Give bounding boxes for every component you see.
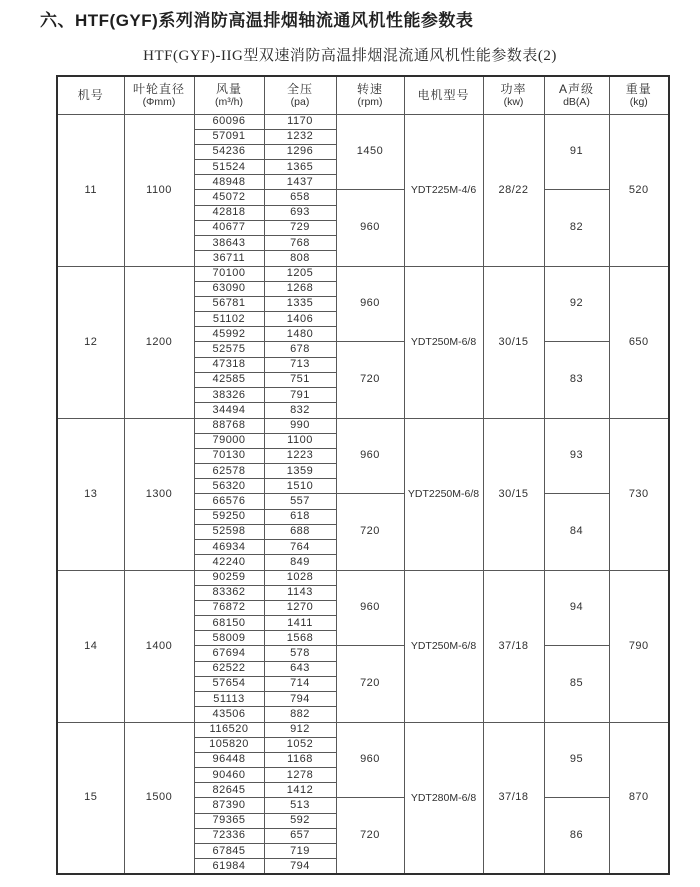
total-pressure-value: 513 [264,798,336,813]
air-volume-value: 83362 [194,585,264,600]
col-header-speed: 转速 (rpm) [336,76,404,114]
block-model-15 [57,722,669,874]
total-pressure-value: 751 [264,372,336,387]
total-pressure-value: 1568 [264,631,336,646]
air-volume-value: 105820 [194,737,264,752]
table-row [57,266,669,281]
table-subtitle: HTF(GYF)-IIG型双速消防高温排烟混流通风机性能参数表(2) [143,48,557,64]
total-pressure-value: 643 [264,661,336,676]
air-volume-value: 36711 [194,251,264,266]
air-volume-value: 54236 [194,144,264,159]
air-volume-value: 46934 [194,540,264,555]
noise-level-high: 92 [544,266,609,342]
impeller-diameter: 1200 [124,266,194,418]
total-pressure-value: 1480 [264,327,336,342]
air-volume-value: 70100 [194,266,264,281]
air-volume-value: 56320 [194,479,264,494]
air-volume-value: 47318 [194,357,264,372]
air-volume-value: 60096 [194,114,264,129]
air-volume-value: 57654 [194,676,264,691]
total-pressure-value: 729 [264,220,336,235]
noise-level-high: 93 [544,418,609,494]
total-pressure-value: 592 [264,813,336,828]
total-pressure-value: 912 [264,722,336,737]
air-volume-value: 66576 [194,494,264,509]
impeller-diameter: 1100 [124,114,194,266]
impeller-diameter: 1300 [124,418,194,570]
speed-low: 720 [336,342,404,418]
col-header-model-no: 机号 [57,76,124,114]
speed-high: 960 [336,722,404,798]
weight-value: 790 [609,570,669,722]
air-volume-value: 38643 [194,236,264,251]
total-pressure-value: 1168 [264,752,336,767]
noise-level-low: 84 [544,494,609,570]
power-value: 30/15 [483,418,544,570]
air-volume-value: 62578 [194,464,264,479]
total-pressure-value: 1270 [264,600,336,615]
air-volume-value: 82645 [194,783,264,798]
total-pressure-value: 578 [264,646,336,661]
power-value: 28/22 [483,114,544,266]
total-pressure-value: 688 [264,524,336,539]
air-volume-value: 40677 [194,220,264,235]
total-pressure-value: 657 [264,828,336,843]
table-row [57,722,669,737]
header-row [57,76,669,114]
page-title: 六、HTF(GYF)系列消防高温排烟轴流通风机性能参数表 [40,11,474,30]
block-model-14 [57,570,669,722]
air-volume-value: 43506 [194,707,264,722]
total-pressure-value: 1335 [264,296,336,311]
total-pressure-value: 990 [264,418,336,433]
total-pressure-value: 1365 [264,160,336,175]
air-volume-value: 56781 [194,296,264,311]
air-volume-value: 57091 [194,129,264,144]
motor-model: YDT280M-6/8 [404,722,483,874]
air-volume-value: 96448 [194,752,264,767]
noise-level-high: 95 [544,722,609,798]
air-volume-value: 67845 [194,844,264,859]
air-volume-value: 61984 [194,859,264,874]
noise-level-low: 86 [544,798,609,874]
total-pressure-value: 678 [264,342,336,357]
air-volume-value: 52575 [194,342,264,357]
col-header-weight: 重量 (kg) [609,76,669,114]
noise-level-low: 83 [544,342,609,418]
speed-high: 960 [336,418,404,494]
air-volume-value: 42585 [194,372,264,387]
total-pressure-value: 693 [264,205,336,220]
total-pressure-value: 1411 [264,616,336,631]
weight-value: 870 [609,722,669,874]
air-volume-value: 90460 [194,768,264,783]
speed-high: 960 [336,266,404,342]
block-model-13 [57,418,669,570]
power-value: 30/15 [483,266,544,418]
air-volume-value: 42240 [194,555,264,570]
table-row [57,114,669,129]
total-pressure-value: 764 [264,540,336,555]
air-volume-value: 58009 [194,631,264,646]
model-no: 14 [57,570,124,722]
air-volume-value: 45072 [194,190,264,205]
total-pressure-value: 794 [264,692,336,707]
noise-level-low: 85 [544,646,609,722]
total-pressure-value: 1205 [264,266,336,281]
air-volume-value: 67694 [194,646,264,661]
total-pressure-value: 832 [264,403,336,418]
block-model-12 [57,266,669,418]
total-pressure-value: 1223 [264,448,336,463]
air-volume-value: 68150 [194,616,264,631]
table-row [57,570,669,585]
motor-model: YDT250M-6/8 [404,266,483,418]
air-volume-value: 51102 [194,312,264,327]
total-pressure-value: 719 [264,844,336,859]
air-volume-value: 79365 [194,813,264,828]
total-pressure-value: 791 [264,388,336,403]
power-value: 37/18 [483,722,544,874]
total-pressure-value: 1406 [264,312,336,327]
air-volume-value: 116520 [194,722,264,737]
air-volume-value: 59250 [194,509,264,524]
model-no: 15 [57,722,124,874]
speed-high: 1450 [336,114,404,190]
weight-value: 520 [609,114,669,266]
air-volume-value: 76872 [194,600,264,615]
air-volume-value: 52598 [194,524,264,539]
total-pressure-value: 1100 [264,433,336,448]
power-value: 37/18 [483,570,544,722]
total-pressure-value: 1143 [264,585,336,600]
total-pressure-value: 1028 [264,570,336,585]
speed-low: 960 [336,190,404,266]
air-volume-value: 45992 [194,327,264,342]
total-pressure-value: 849 [264,555,336,570]
total-pressure-value: 1052 [264,737,336,752]
speed-high: 960 [336,570,404,646]
air-volume-value: 87390 [194,798,264,813]
total-pressure-value: 714 [264,676,336,691]
model-no: 12 [57,266,124,418]
total-pressure-value: 1412 [264,783,336,798]
air-volume-value: 51113 [194,692,264,707]
total-pressure-value: 1296 [264,144,336,159]
air-volume-value: 79000 [194,433,264,448]
col-header-noise-level: A声级 dB(A) [544,76,609,114]
col-header-impeller-diameter: 叶轮直径 (Φmm) [124,76,194,114]
air-volume-value: 48948 [194,175,264,190]
block-model-11 [57,114,669,266]
noise-level-high: 94 [544,570,609,646]
total-pressure-value: 1170 [264,114,336,129]
air-volume-value: 88768 [194,418,264,433]
total-pressure-value: 1232 [264,129,336,144]
total-pressure-value: 618 [264,509,336,524]
air-volume-value: 90259 [194,570,264,585]
motor-model: YDT250M-6/8 [404,570,483,722]
impeller-diameter: 1500 [124,722,194,874]
speed-low: 720 [336,798,404,874]
total-pressure-value: 658 [264,190,336,205]
total-pressure-value: 1278 [264,768,336,783]
total-pressure-value: 557 [264,494,336,509]
total-pressure-value: 1268 [264,281,336,296]
weight-value: 650 [609,266,669,418]
col-header-power: 功率 (kw) [483,76,544,114]
col-header-motor-model: 电机型号 [404,76,483,114]
total-pressure-value: 794 [264,859,336,874]
weight-value: 730 [609,418,669,570]
air-volume-value: 63090 [194,281,264,296]
noise-level-high: 91 [544,114,609,190]
air-volume-value: 72336 [194,828,264,843]
col-header-air-volume: 风量 (m³/h) [194,76,264,114]
total-pressure-value: 713 [264,357,336,372]
model-no: 13 [57,418,124,570]
total-pressure-value: 768 [264,236,336,251]
impeller-diameter: 1400 [124,570,194,722]
speed-low: 720 [336,494,404,570]
air-volume-value: 38326 [194,388,264,403]
total-pressure-value: 1510 [264,479,336,494]
air-volume-value: 51524 [194,160,264,175]
model-no: 11 [57,114,124,266]
motor-model: YDT225M-4/6 [404,114,483,266]
total-pressure-value: 1359 [264,464,336,479]
col-header-total-pressure: 全压 (pa) [264,76,336,114]
fan-performance-table [56,75,670,875]
air-volume-value: 42818 [194,205,264,220]
air-volume-value: 70130 [194,448,264,463]
air-volume-value: 62522 [194,661,264,676]
total-pressure-value: 1437 [264,175,336,190]
speed-low: 720 [336,646,404,722]
motor-model: YDT2250M-6/8 [404,418,483,570]
total-pressure-value: 808 [264,251,336,266]
table-row [57,418,669,433]
total-pressure-value: 882 [264,707,336,722]
noise-level-low: 82 [544,190,609,266]
air-volume-value: 34494 [194,403,264,418]
